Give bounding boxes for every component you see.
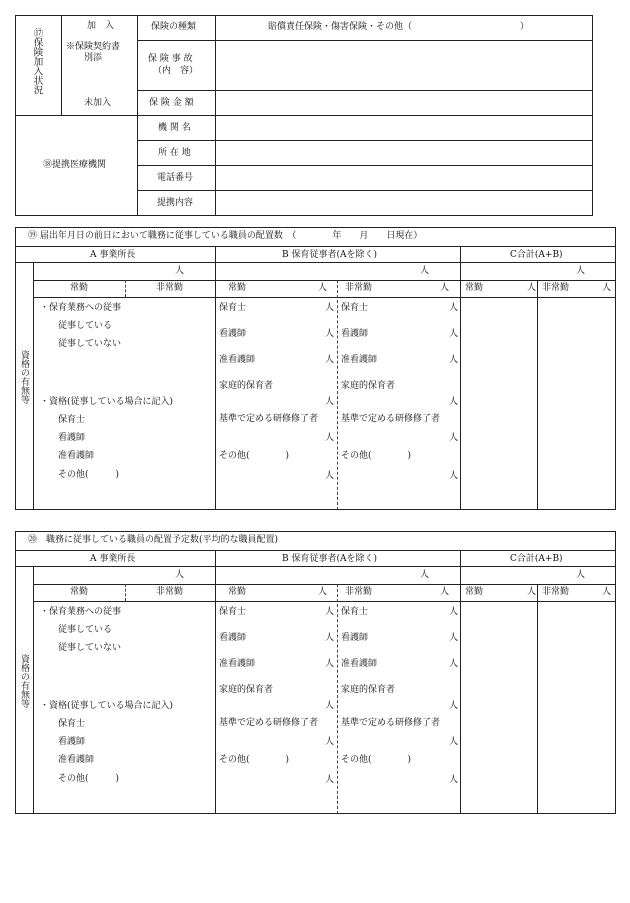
insurance-section-title: ⑰保険加入状況: [31, 28, 43, 95]
staff-type: 保育士: [219, 303, 247, 313]
fulltime-label: 常勤: [465, 283, 484, 293]
unit-label: 人: [420, 570, 430, 580]
staff-type: 保育士: [341, 303, 369, 313]
staff-type: 准看護師: [341, 355, 378, 365]
divider: [137, 40, 593, 41]
divider: [33, 297, 616, 298]
staff-type: 准看護師: [219, 355, 256, 365]
staff-type: 家庭的保育者: [341, 381, 396, 391]
staff-type: 保育士: [219, 607, 247, 617]
divider: [460, 550, 461, 814]
divider: [15, 115, 593, 116]
staff-type: 看護師: [219, 633, 247, 643]
qualification-item: その他( ): [58, 774, 120, 784]
divider: [215, 550, 216, 814]
unit-label: 人: [576, 570, 586, 580]
fulltime-label: 常勤: [70, 283, 89, 293]
fulltime-label: 常勤: [70, 587, 89, 597]
unit-label: 人: [175, 570, 185, 580]
staff-type: 看護師: [341, 633, 369, 643]
divider: [537, 584, 538, 814]
divider: [337, 584, 338, 814]
unit-label: 人: [325, 659, 335, 669]
parttime-label: 非常勤: [542, 283, 570, 293]
staff-type: 保育士: [341, 607, 369, 617]
unit-label: 人: [175, 266, 185, 276]
qualification-item: 保育士: [58, 719, 86, 729]
divider: [15, 531, 616, 814]
unit-label: 人: [449, 433, 459, 443]
fulltime-label: 常勤: [228, 283, 247, 293]
divider: [33, 262, 34, 510]
parttime-label: 非常勤: [156, 283, 184, 293]
qualification-item: ・保育業務への従事: [40, 303, 122, 313]
divider: [125, 280, 126, 297]
divider: [460, 246, 461, 510]
staff-type: 家庭的保育者: [219, 685, 274, 695]
column-c-header: C合計(A+B): [510, 250, 563, 260]
unit-label: 人: [325, 471, 335, 481]
unit-label: 人: [440, 587, 450, 597]
staff-type: その他( ): [219, 451, 290, 461]
unit-label: 人: [325, 355, 335, 365]
unit-label: 人: [325, 701, 335, 711]
insurance-joined: 加 入: [87, 21, 115, 31]
divider: [137, 165, 593, 166]
unit-label: 人: [449, 471, 459, 481]
fulltime-label: 常勤: [228, 587, 247, 597]
unit-label: 人: [602, 587, 612, 597]
divider: [15, 566, 616, 567]
divider: [337, 280, 338, 510]
divider: [33, 566, 34, 814]
staff-type: その他( ): [341, 755, 412, 765]
unit-label: 人: [449, 329, 459, 339]
staff-type: その他( ): [341, 451, 412, 461]
unit-label: 人: [325, 433, 335, 443]
medical-phone-label: 電話番号: [157, 173, 194, 183]
divider: [215, 15, 216, 216]
staff-type: 基準で定める研修修了者: [341, 718, 441, 728]
unit-label: 人: [449, 303, 459, 313]
divider: [15, 262, 616, 263]
insurance-accident-sub: （内 容）: [153, 66, 199, 76]
qualification-item: ・資格(従事している場合に記入): [40, 701, 174, 711]
column-b-header: B 保育従事者(Aを除く): [282, 554, 377, 564]
divider: [15, 246, 616, 247]
unit-label: 人: [440, 283, 450, 293]
qualification-item: ・資格(従事している場合に記入): [40, 397, 174, 407]
medical-section-title: ⑱提携医療機関: [43, 160, 107, 170]
divider: [33, 584, 616, 585]
unit-label: 人: [325, 737, 335, 747]
unit-label: 人: [325, 633, 335, 643]
column-a-header: A 事業所長: [90, 554, 136, 564]
staff-type: 家庭的保育者: [219, 381, 274, 391]
divider: [125, 584, 126, 601]
unit-label: 人: [449, 701, 459, 711]
qualification-item: 従事している: [58, 321, 113, 331]
unit-label: 人: [420, 266, 430, 276]
unit-label: 人: [449, 355, 459, 365]
parttime-label: 非常勤: [542, 587, 570, 597]
unit-label: 人: [318, 283, 328, 293]
unit-label: 人: [449, 775, 459, 785]
unit-label: 人: [527, 283, 537, 293]
qualification-item: 保育士: [58, 415, 86, 425]
insurance-type-value: 賠償責任保険・傷害保険・その他（ ）: [268, 22, 530, 32]
qualification-item: 従事していない: [58, 643, 122, 653]
divider: [33, 601, 616, 602]
qualification-item: ・保育業務への従事: [40, 607, 122, 617]
medical-content-label: 提携内容: [157, 198, 194, 208]
qualification-item: 准看護師: [58, 755, 95, 765]
insurance-amount-label: 保 険 金 額: [149, 98, 194, 108]
column-b-header: B 保育従事者(Aを除く): [282, 250, 377, 260]
unit-label: 人: [325, 607, 335, 617]
insurance-accident-label: 保 険 事 故: [148, 54, 193, 64]
section-title: ⑲ 届出年月日の前日において職務に従事している職員の配置数 （ 年 月 日現在）: [28, 231, 423, 241]
unit-label: 人: [325, 303, 335, 313]
qualification-item: 看護師: [58, 433, 86, 443]
parttime-label: 非常勤: [345, 587, 373, 597]
medical-address-label: 所 在 地: [158, 148, 191, 158]
unit-label: 人: [449, 659, 459, 669]
unit-label: 人: [449, 633, 459, 643]
staff-type: 看護師: [219, 329, 247, 339]
section-title: ⑳ 職務に従事している職員の配置予定数(平均的な職員配置): [28, 535, 279, 545]
qualification-item: 准看護師: [58, 451, 95, 461]
divider: [33, 280, 616, 281]
unit-label: 人: [325, 397, 335, 407]
insurance-type-label: 保険の種類: [151, 22, 197, 32]
divider: [61, 15, 62, 115]
divider: [215, 246, 216, 510]
column-c-header: C合計(A+B): [510, 554, 563, 564]
qualification-item: 看護師: [58, 737, 86, 747]
parttime-label: 非常勤: [345, 283, 373, 293]
staff-type: 基準で定める研修修了者: [219, 414, 319, 424]
divider: [137, 15, 138, 216]
qualification-item: 従事している: [58, 625, 113, 635]
staff-type: 准看護師: [341, 659, 378, 669]
unit-label: 人: [602, 283, 612, 293]
divider: [15, 550, 616, 551]
staff-type: 看護師: [341, 329, 369, 339]
qualification-item: その他( ): [58, 470, 120, 480]
staff-type: 家庭的保育者: [341, 685, 396, 695]
insurance-not-joined: 未加入: [84, 98, 112, 108]
unit-label: 人: [449, 397, 459, 407]
unit-label: 人: [527, 587, 537, 597]
insurance-note: ※保険契約書 別添: [66, 42, 121, 63]
unit-label: 人: [449, 607, 459, 617]
parttime-label: 非常勤: [156, 587, 184, 597]
divider: [137, 90, 593, 91]
staff-type: 基準で定める研修修了者: [219, 718, 319, 728]
staff-type: その他( ): [219, 755, 290, 765]
side-label: 資格の有無等: [19, 654, 29, 708]
unit-label: 人: [449, 737, 459, 747]
side-label: 資格の有無等: [19, 350, 29, 404]
divider: [15, 227, 616, 510]
unit-label: 人: [325, 775, 335, 785]
fulltime-label: 常勤: [465, 587, 484, 597]
unit-label: 人: [576, 266, 586, 276]
unit-label: 人: [318, 587, 328, 597]
divider: [137, 140, 593, 141]
staff-type: 基準で定める研修修了者: [341, 414, 441, 424]
unit-label: 人: [325, 329, 335, 339]
divider: [137, 190, 593, 191]
staff-type: 准看護師: [219, 659, 256, 669]
qualification-item: 従事していない: [58, 339, 122, 349]
column-a-header: A 事業所長: [90, 250, 136, 260]
medical-name-label: 機 関 名: [158, 123, 191, 133]
divider: [537, 280, 538, 510]
